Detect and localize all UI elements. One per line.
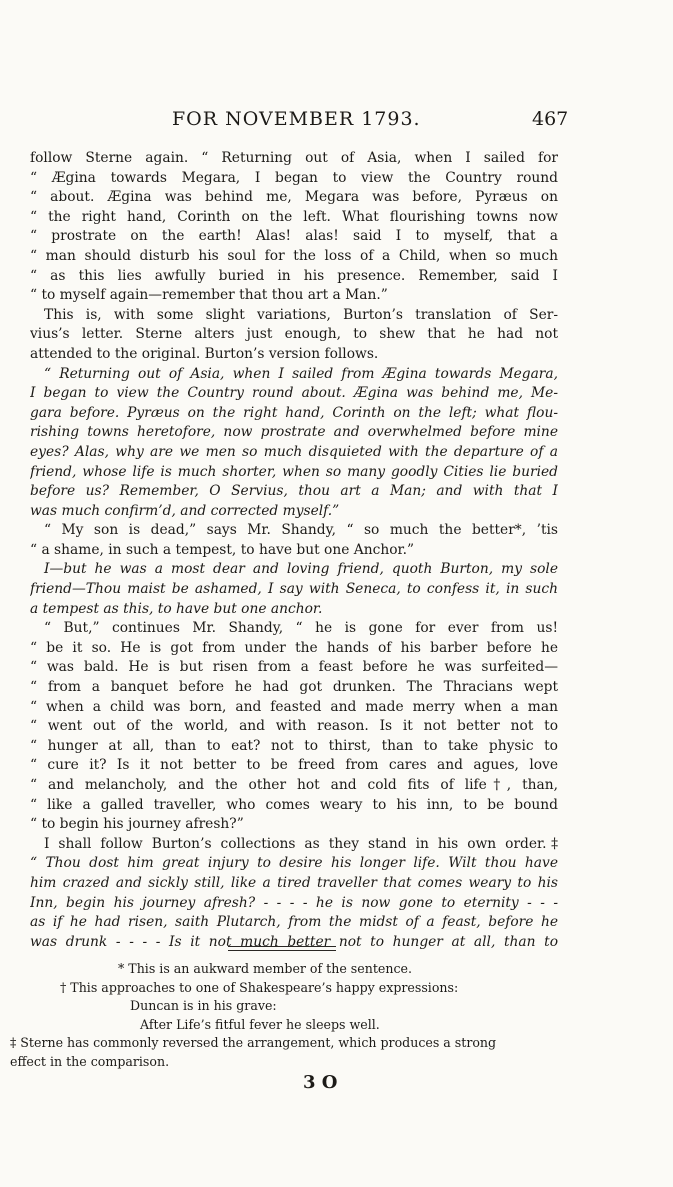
text-line: “ Ægina towards Megara, I began to view the Country round [30,169,558,186]
footnote-line: † This approaches to one of Shakespeare’s happy expressions: [60,979,459,995]
footnote-line: effect in the comparison. [10,1053,170,1069]
text-line: “ Thou dost him great injury to desire his longer life. Wilt thou have [30,855,558,872]
text-line: a tempest as this, to have but one anchor. [30,600,323,617]
footnotes [10,960,570,1071]
text-line: attended to the original. Burton’s version follows. [30,345,379,362]
text-line: “ to begin his journey afresh?” [30,816,244,833]
text-line: “ be it so. He is got from under the hands of his barber before he [30,639,558,656]
text-line: “ My son is dead,” says Mr. Shandy, “ so much the better*, ’tis [44,522,558,539]
text-line: “ But,” continues Mr. Shandy, “ he is gone for ever from us! [44,620,558,637]
text-line: “ prostrate on the earth! Alas! alas! said I to myself, that a [30,228,558,245]
text-line: “ the right hand, Corinth on the left. What flourishing towns now [30,208,558,225]
main-text [30,149,558,952]
running-title: FOR NOVEMBER 1793. [172,108,421,130]
footnote-line: After Life’s fitful fever he sleeps well. [140,1016,380,1032]
text-line: rishing towns heretofore, now prostrate and overwhelmed before mine [30,424,558,441]
text-line: “ and melancholy, and the other hot and cold fits of life†, than, [30,777,558,793]
text-line: “ Returning out of Asia, when I sailed from Ægina towards Megara, [44,365,558,382]
text-line: “ cure it? Is it not better to be freed from cares and agues, love [30,757,558,774]
text-line: friend—Thou maist be ashamed, I say with Seneca, to confess it, in such [30,581,558,598]
text-line: gara before. Pyræus on the right hand, Corinth on the left; what flou- [30,404,558,421]
footnote-line: Duncan is in his grave: [130,998,277,1013]
running-header [0,108,673,138]
text-line: “ from a banquet before he had got drunken. The Thracians wept [30,679,558,696]
text-line: “ was bald. He is but risen from a feast before he was surfeited— [30,659,558,676]
footnote-line: * This is an aukward member of the sentence. [118,961,412,976]
text-line: I—but he was a most dear and loving friend, quoth Burton, my sole [44,561,558,578]
text-line: him crazed and sickly still, like a tired traveller that comes weary to his [30,874,558,891]
text-line: follow Sterne again. “ Returning out of Asia, when I sailed for [30,150,558,166]
text-line: was drunk - - - - Is it not much better not to hunger at all, than to [30,933,558,950]
text-line: “ man should disturb his soul for the loss of a Child, when so much [30,247,558,264]
text-line: I shall follow Burton’s collections as they stand in his own order.‡ [44,835,558,852]
text-line: “ when a child was born, and feasted and made merry when a man [30,698,558,715]
text-line: “ as this lies awfully buried in his presence. Remember, said I [30,267,558,284]
text-line: vius’s letter. Sterne alters just enough, to shew that he had not [30,326,558,343]
text-line: “ like a galled traveller, who comes weary to his inn, to be bound [30,796,558,813]
footnote-line: ‡ Sterne has commonly reversed the arrangement, which produces a strong [10,1035,497,1050]
text-line: was much confirm’d, and corrected myself.” [30,502,340,519]
text-line: “ to myself again—remember that thou art a Man.” [30,287,388,304]
text-line: Inn, begin his journey afresh? - - - - he is now gone to eternity - - - [30,894,558,911]
footnote-divider [228,946,336,951]
signature-mark: 3 O [303,1072,338,1093]
text-line: I began to view the Country round about. Ægina was behind me, Me- [30,385,558,402]
text-line: “ a shame, in such a tempest, to have but one Anchor.” [30,541,415,558]
text-line: “ went out of the world, and with reason. Is it not better not to [30,718,558,735]
text-line: “ hunger at all, than to eat? not to thirst, than to take physic to [30,737,558,754]
text-line: as if he had risen, saith Plutarch, from the midst of a feast, before he [30,914,558,931]
text-line: This is, with some slight variations, Burton’s translation of Ser- [44,306,558,323]
text-line: friend, whose life is much shorter, when so many goodly Cities lie buried [30,463,558,480]
text-line: “ about. Ægina was behind me, Megara was before, Pyræus on [30,189,558,206]
page-number: 467 [532,108,569,130]
text-line: eyes? Alas, why are we men so much disquieted with the departure of a [30,443,558,460]
text-line: before us? Remember, O Servius, thou art a Man; and with that I [30,483,558,500]
